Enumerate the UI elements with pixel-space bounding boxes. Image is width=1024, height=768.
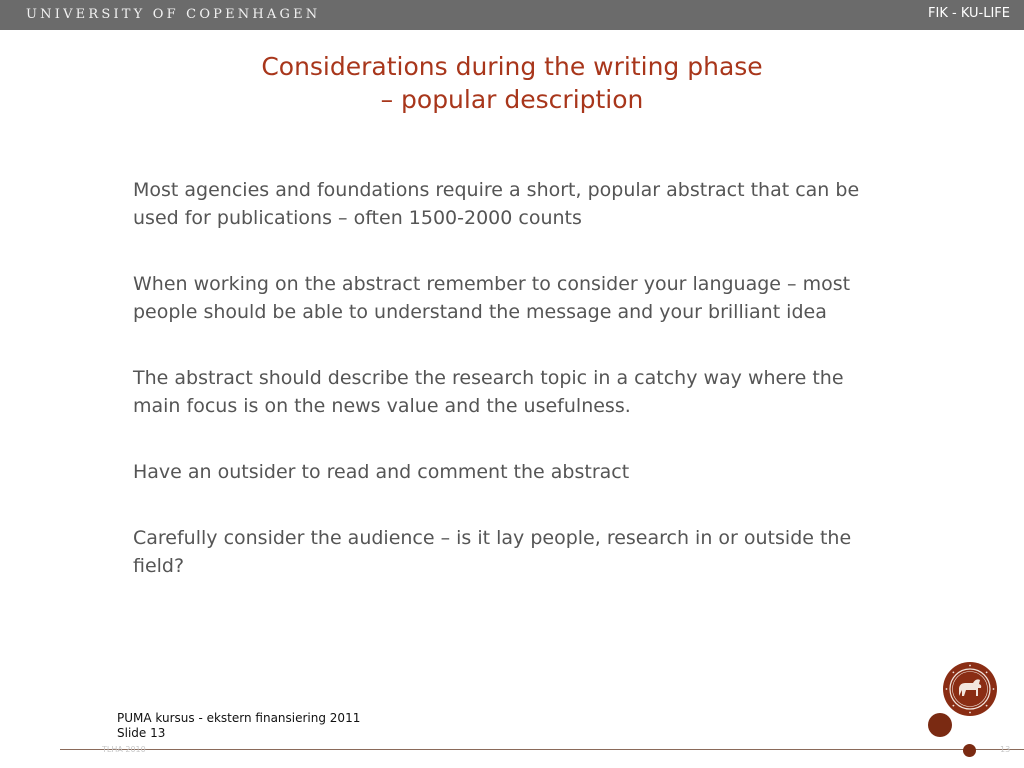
footer-divider	[60, 749, 1024, 750]
footer-page-number: 13	[1000, 745, 1011, 754]
accent-dot-large	[928, 713, 952, 737]
body-point: When working on the abstract remember to consider your language – most people should be able to understand the message and your brilliant idea	[133, 273, 851, 323]
body-point: Carefully consider the audience – is it lay people, research in or outside the field?	[133, 527, 852, 577]
footer-info	[117, 711, 360, 741]
university-name: UNIVERSITY OF COPENHAGEN	[26, 7, 321, 22]
slide-title-line-1: Considerations during the writing phase	[261, 52, 763, 81]
slide-title	[0, 50, 1024, 116]
slide-title-line-2: – popular description	[380, 85, 644, 114]
body-point: Have an outsider to read and comment the abstract	[133, 461, 630, 483]
footer-author-tag: TLHA 2010	[102, 745, 146, 754]
footer-slide-label: Slide 13	[117, 726, 166, 740]
body-point: The abstract should describe the research topic in a catchy way where the main focus is on the news value and the usefulness.	[133, 367, 844, 417]
header-bar	[0, 0, 1024, 30]
faculty-label: FIK - KU-LIFE	[928, 6, 1010, 21]
accent-dot-small	[963, 744, 976, 757]
slide-body	[133, 176, 893, 618]
body-point: Most agencies and foundations require a short, popular abstract that can be used for publications – often 1500-2000 counts	[133, 179, 860, 229]
university-seal-icon	[942, 661, 998, 717]
footer-course: PUMA kursus - ekstern finansiering 2011	[117, 711, 361, 725]
